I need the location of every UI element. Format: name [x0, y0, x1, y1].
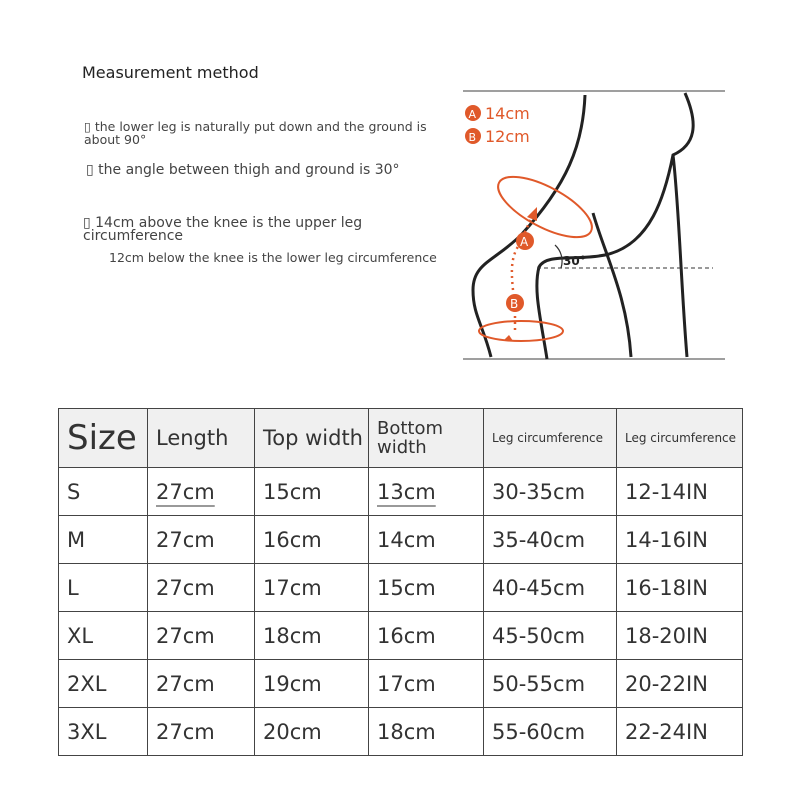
cell-size: 3XL: [59, 708, 148, 756]
cell-length: 27cm: [148, 516, 255, 564]
cell-leg-in: 20-22IN: [617, 660, 743, 708]
cell-leg-cm: 30-35cm: [484, 468, 617, 516]
cell-top-width: 19cm: [255, 660, 369, 708]
cell-leg-cm: 55-60cm: [484, 708, 617, 756]
cell-leg-in: 14-16IN: [617, 516, 743, 564]
header-bottom-width: Bottom width: [369, 409, 484, 468]
cell-leg-cm: 35-40cm: [484, 516, 617, 564]
note-lower-circumference: 12cm below the knee is the lower leg circumference: [109, 250, 437, 265]
table-row: [59, 516, 743, 564]
cell-length: 27cm: [148, 468, 255, 516]
cell-leg-in: 18-20IN: [617, 612, 743, 660]
table-row: [59, 660, 743, 708]
lower-circumference-ring: [479, 321, 563, 341]
legend-a-letter: A: [468, 108, 477, 121]
cell-leg-in: 22-24IN: [617, 708, 743, 756]
legend-b-letter: B: [468, 131, 477, 144]
table-row: [59, 612, 743, 660]
cell-size: XL: [59, 612, 148, 660]
cell-length: 27cm: [148, 660, 255, 708]
cell-size: 2XL: [59, 660, 148, 708]
legend-a-value: 14cm: [485, 104, 530, 123]
size-chart-table: [58, 408, 743, 756]
cell-length: 27cm: [148, 564, 255, 612]
cell-leg-cm: 50-55cm: [484, 660, 617, 708]
note-upper-circumference: ▯ 14cm above the knee is the upper leg circumference: [83, 215, 363, 244]
header-top-width: Top width: [255, 409, 369, 468]
angle-label: 30°: [563, 254, 586, 268]
cell-leg-cm: 45-50cm: [484, 612, 617, 660]
page-title: Measurement method: [82, 63, 259, 82]
cell-size: M: [59, 516, 148, 564]
marker-b-on-leg: B: [510, 297, 519, 311]
cell-bottom-width: 17cm: [369, 660, 484, 708]
marker-a-on-leg: A: [520, 235, 529, 249]
header-size: Size: [59, 409, 148, 468]
table-row: [59, 564, 743, 612]
cell-length: 27cm: [148, 612, 255, 660]
note-thigh-angle: ▯ the angle between thigh and ground is 30°: [86, 162, 400, 178]
cell-leg-in: 16-18IN: [617, 564, 743, 612]
header-leg-circumference-in: Leg circumference: [617, 409, 743, 468]
table-row: [59, 708, 743, 756]
cell-bottom-width: 15cm: [369, 564, 484, 612]
header-length: Length: [148, 409, 255, 468]
cell-bottom-width: 18cm: [369, 708, 484, 756]
cell-length: 27cm: [148, 708, 255, 756]
cell-bottom-width: 13cm: [369, 468, 484, 516]
note-lower-leg: ▯ the lower leg is naturally put down and the ground is about 90°: [84, 119, 427, 147]
cell-size: S: [59, 468, 148, 516]
cell-top-width: 15cm: [255, 468, 369, 516]
cell-leg-in: 12-14IN: [617, 468, 743, 516]
table-header-row: [59, 409, 743, 468]
legend-b-value: 12cm: [485, 127, 530, 146]
cell-bottom-width: 14cm: [369, 516, 484, 564]
table-row: [59, 468, 743, 516]
leg-measurement-diagram: [455, 85, 730, 370]
cell-top-width: 18cm: [255, 612, 369, 660]
cell-top-width: 17cm: [255, 564, 369, 612]
header-leg-circumference-cm: Leg circumference: [484, 409, 617, 468]
cell-top-width: 20cm: [255, 708, 369, 756]
cell-size: L: [59, 564, 148, 612]
cell-bottom-width: 16cm: [369, 612, 484, 660]
cell-leg-cm: 40-45cm: [484, 564, 617, 612]
cell-top-width: 16cm: [255, 516, 369, 564]
